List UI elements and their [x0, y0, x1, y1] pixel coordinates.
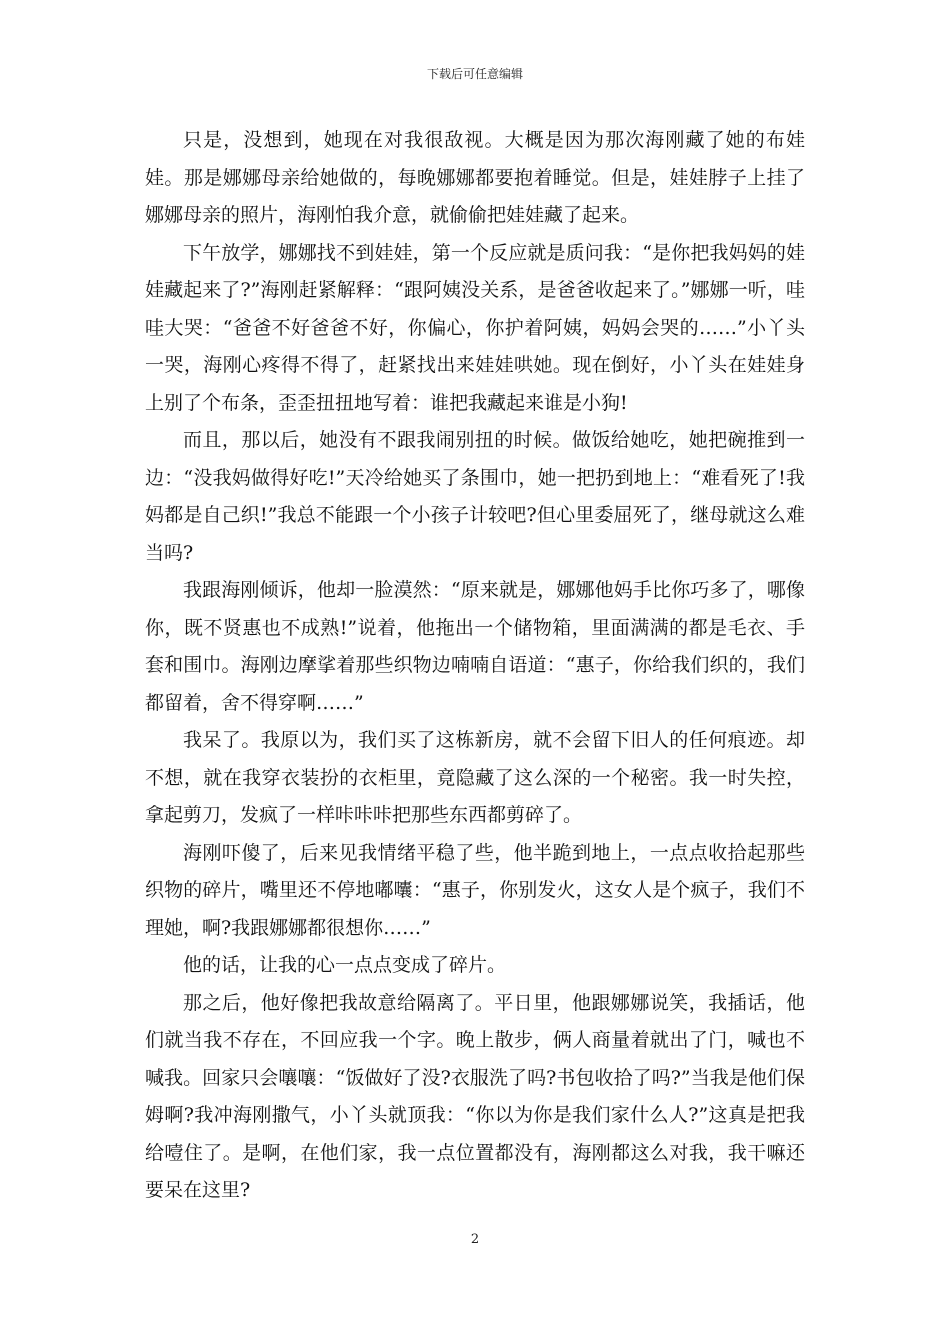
paragraph: 他的话，让我的心一点点变成了碎片。 [183, 954, 507, 976]
paragraph: 我跟海刚倾诉，他却一脸漠然：“原来就是，娜娜他妈手比你巧多了，哪像你，既不贤惠也不成熟!”说着，他拖出一个储物箱，里面满满的都是毛衣、手套和围巾。海刚边摩挲着那些织物边喃喃自语道：“惠子，你给我们织的，我们都留着，舍不得穿啊……” [145, 579, 805, 714]
page-header: 下载后可任意编辑 [426, 67, 523, 81]
paragraph: 而且，那以后，她没有不跟我闹别扭的时候。做饭给她吃，她把碗推到一边：“没我妈做得好吃!”天冷给她买了条围巾，她一把扔到地上：“难看死了!我妈都是自己织!”我总不能跟一个小孩子计较吧?但心里委屈死了，继母就这么难当吗? [145, 429, 805, 564]
paragraph: 我呆了。我原以为，我们买了这栋新房，就不会留下旧人的任何痕迹。却不想，就在我穿衣装扮的衣柜里，竟隐藏了这么深的一个秘密。我一时失控，拿起剪刀，发疯了一样咔咔咔把那些东西都剪碎了。 [145, 729, 805, 826]
page-number: 2 [470, 1232, 480, 1247]
paragraph: 只是，没想到，她现在对我很敌视。大概是因为那次海刚藏了她的布娃娃。那是娜娜母亲给她做的，每晚娜娜都要抱着睡觉。但是，娃娃脖子上挂了娜娜母亲的照片，海刚怕我介意，就偷偷把娃娃藏了起来。 [145, 129, 805, 226]
paragraph: 海刚吓傻了，后来见我情绪平稳了些，他半跪到地上，一点点收拾起那些织物的碎片，嘴里还不停地嘟囔：“惠子，你别发火，这女人是个疯子，我们不理她，啊?我跟娜娜都很想你……” [145, 841, 805, 939]
paragraph: 那之后，他好像把我故意给隔离了。平日里，他跟娜娜说笑，我插话，他们就当我不存在，不回应我一个字。晚上散步，俩人商量着就出了门，喊也不喊我。回家只会嚷嚷：“饭做好了没?衣服洗了吗?书包收拾了吗?”当我是他们保姆啊?我冲海刚撒气，小丫头就顶我：“你以为你是我们家什么人?”这真是把我给噎住了。是啊，在他们家，我一点位置都没有，海刚都这么对我，我干嘛还要呆在这里? [145, 991, 805, 1201]
paragraph: 下午放学，娜娜找不到娃娃，第一个反应就是质问我：“是你把我妈妈的娃娃藏起来了?”海刚赶紧解释：“跟阿姨没关系，是爸爸收起来了。”娜娜一听，哇哇大哭：“爸爸不好爸爸不好，你偏心，你护着阿姨，妈妈会哭的……”小丫头一哭，海刚心疼得不得了，赶紧找出来娃娃哄她。现在倒好，小丫头在娃娃身上别了个布条，歪歪扭扭地写着：谁把我藏起来谁是小狗! [145, 241, 805, 414]
document-body [145, 122, 805, 1210]
